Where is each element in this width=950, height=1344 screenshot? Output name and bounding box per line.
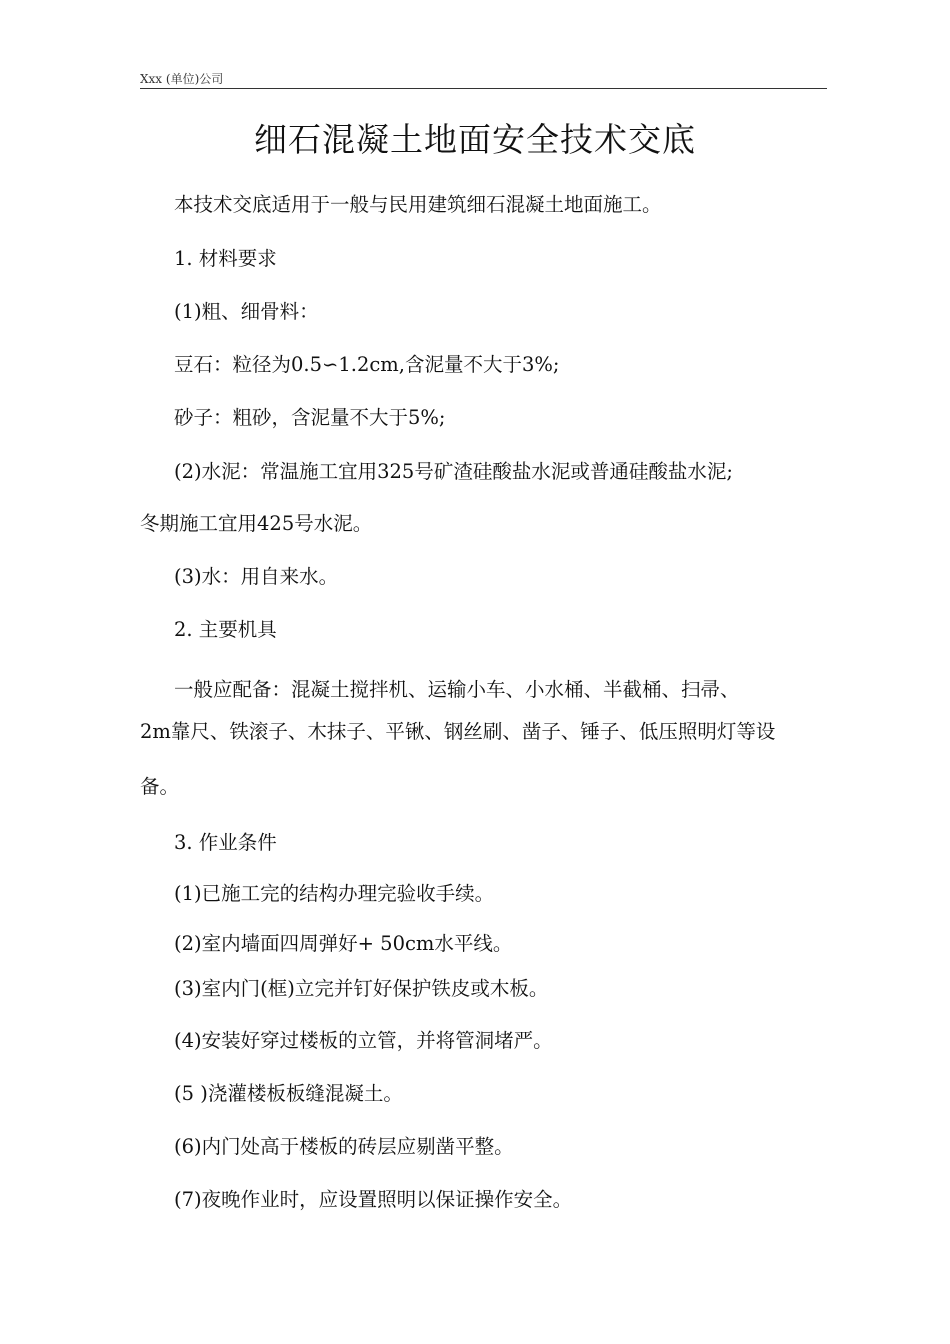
list-item-condition-5: (5 )浇灌楼板板缝混凝土。 — [174, 1082, 403, 1105]
list-item-condition-7: (7)夜晚作业时，应设置照明以保证操作安全。 — [174, 1188, 573, 1211]
list-item-condition-2: (2)室内墙面四周弹好+ 50cm水平线。 — [174, 932, 513, 955]
paragraph-tools: 一般应配备：混凝土搅拌机、运输小车、小水桶、半截桶、扫帚、 — [174, 678, 740, 701]
list-item-cement: (2)水泥：常温施工宜用325号矿渣硅酸盐水泥或普通硅酸盐水泥; — [174, 460, 733, 483]
section-heading-tools: 2. 主要机具 — [174, 618, 277, 641]
list-item-condition-1: (1)已施工完的结构办理完验收手续。 — [174, 882, 495, 905]
list-item-water: (3)水：用自来水。 — [174, 565, 339, 588]
section-heading-conditions: 3. 作业条件 — [174, 831, 277, 854]
company-name: Xxx (单位)公司 — [140, 72, 224, 86]
list-item-aggregates: (1)粗、细骨料： — [174, 300, 319, 323]
list-item-cement-continued: 冬期施工宜用425号水泥。 — [140, 512, 373, 535]
list-item-condition-4: (4)安装好穿过楼板的立管，并将管洞堵严。 — [174, 1029, 553, 1052]
page-header — [140, 72, 827, 89]
intro-paragraph: 本技术交底适用于一般与民用建筑细石混凝土地面施工。 — [174, 193, 662, 216]
document-title: 细石混凝土地面安全技术交底 — [254, 120, 696, 159]
paragraph-sand: 砂子：粗砂，含泥量不大于5%; — [174, 406, 446, 429]
list-item-condition-6: (6)内门处高于楼板的砖层应剔凿平整。 — [174, 1135, 514, 1158]
paragraph-pea-gravel: 豆石：粒径为0.5∽1.2cm,含泥量不大于3%; — [174, 353, 560, 376]
section-heading-materials: 1. 材料要求 — [174, 247, 277, 270]
paragraph-tools-continued: 2m靠尺、铁滚子、木抹子、平锹、钢丝刷、凿子、锤子、低压照明灯等设 — [140, 720, 776, 743]
list-item-condition-3: (3)室内门(框)立完并钉好保护铁皮或木板。 — [174, 977, 549, 1000]
paragraph-tools-end: 备。 — [140, 775, 180, 798]
